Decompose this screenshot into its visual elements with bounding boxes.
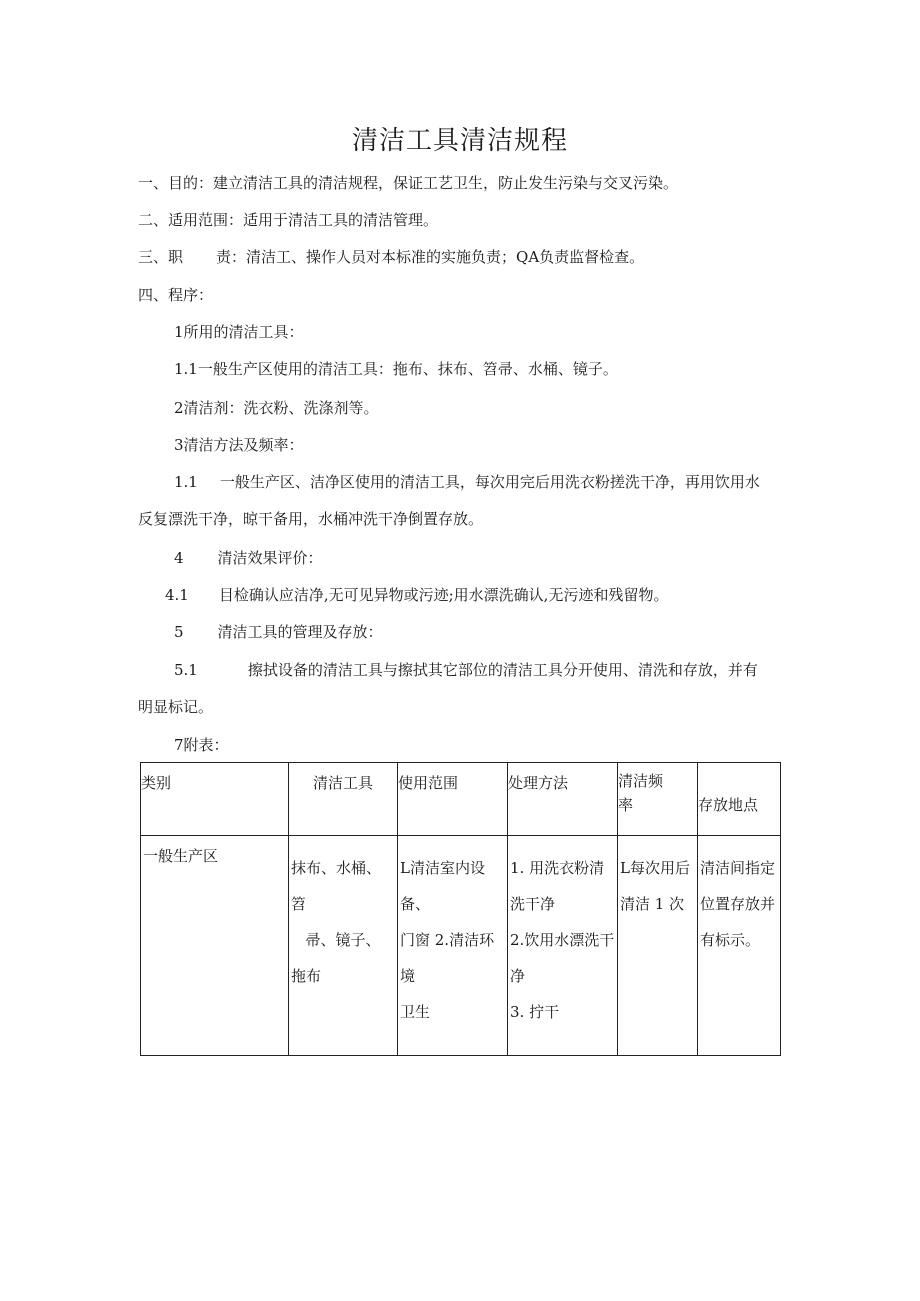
item-3-1-number: 1.1 — [174, 473, 198, 491]
item-4-1 — [165, 585, 668, 605]
item-5 — [174, 622, 383, 642]
item-5-1-text: 擦拭设备的清洁工具与擦拭其它部位的清洁工具分开使用、清洗和存放，并有 — [247, 661, 758, 679]
item-1-1: 1.1一般生产区使用的清洁工具：拖布、抹布、笤帚、水桶、镜子。 — [174, 360, 618, 378]
page-title: 清洁工具清洁规程 — [351, 126, 568, 156]
responsibility-label: 三、职 — [138, 248, 184, 266]
cell-method: 1. 用洗衣粉清 洗干净 2.饮用水漂洗干 净 3. 拧干 — [508, 836, 618, 1056]
cell-storage: 清洁间指定 位置存放并 有标示。 — [698, 836, 781, 1056]
item-4-1-number: 4.1 — [165, 586, 189, 604]
header-range: 使用范围 — [398, 763, 508, 836]
item-4-number: 4 — [174, 549, 184, 567]
section-scope: 二、适用范围：适用于清洁工具的清洁管理。 — [138, 211, 439, 229]
attachment-table — [140, 762, 781, 1056]
table-row — [141, 836, 781, 1056]
cell-tools: 抹布、水桶、笤 帚、镜子、 拖布 — [289, 836, 398, 1056]
item-5-1-continuation: 明显标记。 — [138, 698, 214, 716]
header-tools: 清洁工具 — [289, 763, 398, 836]
item-4-text: 清洁效果评价： — [217, 549, 323, 567]
cell-frequency: L每次用后 清洁 1 次 — [618, 836, 698, 1056]
item-5-number: 5 — [174, 623, 184, 641]
item-4 — [174, 548, 323, 568]
item-5-text: 清洁工具的管理及存放： — [217, 623, 383, 641]
cell-category: 一般生产区 — [141, 836, 289, 1056]
item-7: 7附表： — [174, 736, 229, 754]
section-purpose: 一、目的：建立清洁工具的清洁规程，保证工艺卫生，防止发生污染与交叉污染。 — [138, 174, 679, 192]
header-frequency: 清洁频 率 — [618, 763, 698, 836]
item-2: 2清洁剂：洗衣粉、洗涤剂等。 — [174, 399, 379, 417]
item-3-1-continuation: 反复漂洗干净，晾干备用，水桶冲洗干净倒置存放。 — [138, 510, 484, 528]
header-method: 处理方法 — [508, 763, 618, 836]
item-1: 1所用的清洁工具： — [174, 323, 304, 341]
header-category: 类别 — [141, 763, 289, 836]
header-storage: 存放地点 — [698, 763, 781, 836]
responsibility-text: 责：清洁工、操作人员对本标准的实施负责；QA负责监督检查。 — [216, 248, 645, 266]
cell-range: L清洁室内设备、 门窗 2.清洁环境 卫生 — [398, 836, 508, 1056]
item-3-1 — [174, 472, 760, 492]
item-4-1-text: 目检确认应洁净,无可见异物或污迹;用水漂洗确认,无污迹和残留物。 — [218, 586, 669, 604]
item-5-1-number: 5.1 — [174, 661, 198, 679]
table-header-row — [141, 763, 781, 836]
item-3-1-text: 一般生产区、洁净区使用的清洁工具，每次用完后用洗衣粉搓洗干净，再用饮用水 — [219, 473, 760, 491]
item-3: 3清洁方法及频率： — [174, 436, 304, 454]
item-5-1 — [174, 660, 758, 680]
section-procedure: 四、程序： — [138, 286, 214, 304]
section-responsibility — [138, 247, 644, 267]
